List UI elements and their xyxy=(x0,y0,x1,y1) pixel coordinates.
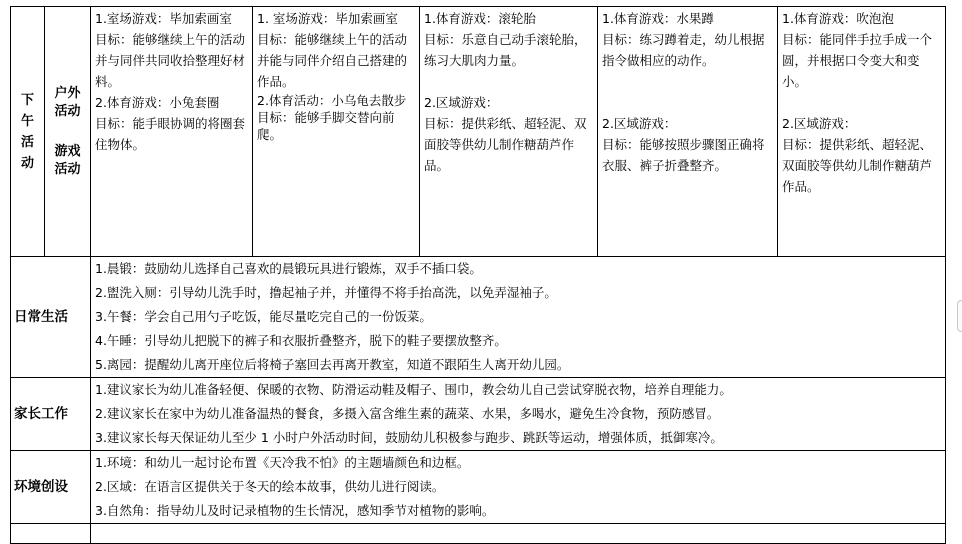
empty-row-label xyxy=(11,524,91,544)
empty-row xyxy=(11,524,946,544)
afternoon-header-text: 下午活动 xyxy=(20,92,34,171)
day1-line-1: 1.室场游戏：毕加索画室 xyxy=(95,11,232,26)
day5-line-2: 目标：能同伴手拉手成一个圆，并根据口令变大和变小。 xyxy=(782,32,933,89)
parents-item-2: 2.建议家长在家中为幼儿准备温热的餐食，多摄入富含维生素的蔬菜、水果，多喝水，避免生冷食物，预防感冒。 xyxy=(95,406,720,421)
daily-item-1: 1.晨锻：鼓励幼儿选择自己喜欢的晨锻玩具进行锻炼，双手不插口袋。 xyxy=(95,261,482,276)
day2-line-1: 1. 室场游戏：毕加索画室 xyxy=(257,11,398,26)
day1-line-4: 目标：能手眼协调的将圈套住物体。 xyxy=(95,116,246,152)
day3-line-2: 目标：乐意自己动手滚轮胎，练习大肌肉力量。 xyxy=(424,32,587,68)
afternoon-row xyxy=(11,7,946,257)
env-item-3: 3.自然角：指导幼儿及时记录植物的生长情况，感知季节对植物的影响。 xyxy=(95,503,495,518)
daily-life-row xyxy=(11,257,946,378)
environment-content xyxy=(91,451,946,524)
daily-item-2: 2.盥洗入厕：引导幼儿洗手时，撸起袖子并，并懂得不将手抬高洗，以免弄湿袖子。 xyxy=(95,285,557,300)
parents-item-3: 3.建议家长每天保证幼儿至少 1 小时户外活动时间，鼓励幼儿积极参与跑步、跳跃等运动，增强体质，抵御寒冷。 xyxy=(95,430,723,445)
day4-line-5: 2.区域游戏： xyxy=(602,116,677,131)
parents-row xyxy=(11,378,946,451)
environment-label: 环境创设 xyxy=(11,451,91,524)
day3-line-4: 2.区域游戏： xyxy=(424,95,499,110)
activity-type-cell xyxy=(45,7,91,257)
env-item-1: 1.环境：和幼儿一起讨论布置《天冷我不怕》的主题墙颜色和边框。 xyxy=(95,455,470,470)
parents-content xyxy=(91,378,946,451)
environment-row xyxy=(11,451,946,524)
day5-line-1: 1.体育游戏：吹泡泡 xyxy=(782,11,894,26)
weekly-plan-table xyxy=(10,6,946,544)
parents-label: 家长工作 xyxy=(11,378,91,451)
day4-spacer-2 xyxy=(602,92,773,113)
game-label: 游戏活动 xyxy=(54,143,81,177)
afternoon-header xyxy=(11,7,45,257)
day4-line-6: 目标：能够按照步骤图正确将衣服、裤子折叠整齐。 xyxy=(602,137,765,173)
day4-spacer-1 xyxy=(602,71,773,92)
day1-line-3: 2.体育游戏：小兔套圈 xyxy=(95,95,220,110)
side-scroll-tab[interactable] xyxy=(957,300,962,332)
outdoor-label: 户外活动 xyxy=(54,85,81,119)
daily-life-content xyxy=(91,257,946,378)
parents-item-1: 1.建议家长为幼儿准备轻便、保暖的衣物、防滑运动鞋及帽子、围巾，教会幼儿自己尝试穿脱衣物，培养自理能力。 xyxy=(95,382,732,397)
day-cell-2 xyxy=(253,7,420,257)
day3-line-1: 1.体育游戏：滚轮胎 xyxy=(424,11,536,26)
empty-row-content xyxy=(91,524,946,544)
daily-item-5: 5.离园：提醒幼儿离开座位后将椅子塞回去再离开教室，知道不跟陌生人离开幼儿园。 xyxy=(95,357,570,372)
day5-spacer xyxy=(782,92,941,113)
day5-line-5: 目标：提供彩纸、超轻泥、双面胶等供幼儿制作糖葫芦作品。 xyxy=(782,137,933,194)
day2-line-4: 目标：能够手脚交替向前爬。 xyxy=(257,110,395,142)
daily-item-3: 3.午餐：学会自己用勺子吃饭，能尽量吃完自己的一份饭菜。 xyxy=(95,309,432,324)
day-cell-1 xyxy=(91,7,253,257)
daily-life-label: 日常生活 xyxy=(11,257,91,378)
day2-line-3: 2.体育活动：小乌龟去散步 xyxy=(257,93,407,108)
day3-line-5: 目标：提供彩纸、超轻泥、双面胶等供幼儿制作糖葫芦作品。 xyxy=(424,116,587,173)
day-cell-5 xyxy=(778,7,946,257)
day-cell-4 xyxy=(598,7,778,257)
day5-line-4: 2.区域游戏： xyxy=(782,116,857,131)
day3-spacer xyxy=(424,71,593,92)
env-item-2: 2.区域：在语言区提供关于冬天的绘本故事，供幼儿进行阅读。 xyxy=(95,479,445,494)
daily-item-4: 4.午睡：引导幼儿把脱下的裤子和衣服折叠整齐，脱下的鞋子要摆放整齐。 xyxy=(95,333,507,348)
day-cell-3 xyxy=(420,7,598,257)
day1-line-2: 目标：能够继续上午的活动并与同伴共同收拾整理好材料。 xyxy=(95,32,246,89)
day2-line-2: 目标：能够继续上午的活动并能与同伴介绍自己搭建的作品。 xyxy=(257,32,408,89)
day4-line-2: 目标：练习蹲着走，幼儿根据指令做相应的动作。 xyxy=(602,32,765,68)
day4-line-1: 1.体育游戏：水果蹲 xyxy=(602,11,714,26)
